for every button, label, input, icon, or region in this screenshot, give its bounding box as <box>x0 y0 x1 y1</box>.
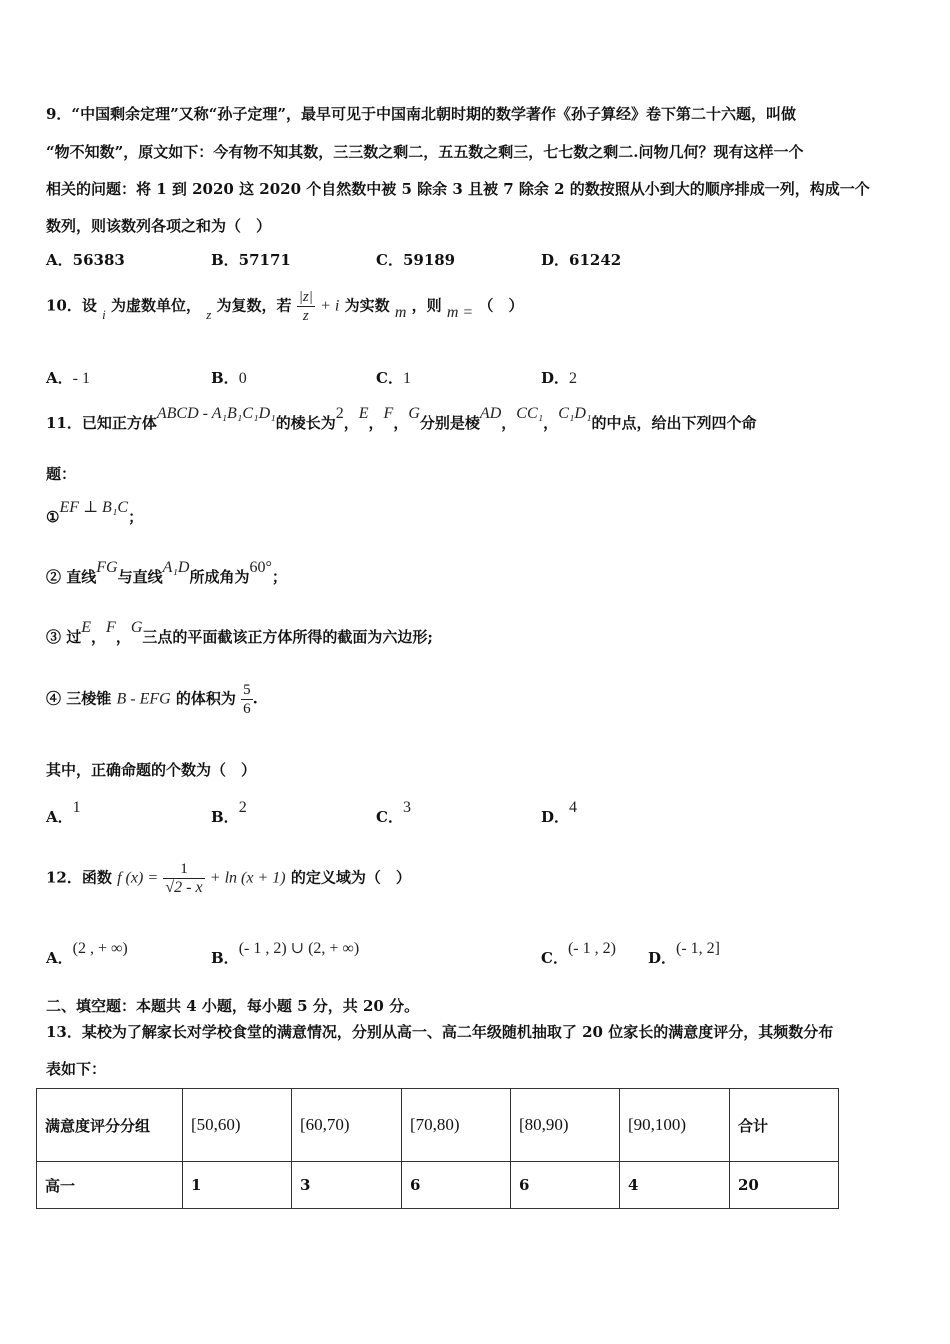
q10-option-b[interactable] <box>211 367 247 388</box>
q12-fx: f (x) = <box>117 869 159 887</box>
q11-point-f: F <box>383 405 394 422</box>
q12-text-2: 的定义域为（ ） <box>290 868 411 887</box>
q9-option-b[interactable]: B．57171 <box>211 251 291 269</box>
q11-option-b-label: B． <box>211 808 239 826</box>
table-cell: 6 <box>402 1162 511 1209</box>
q11-option-c[interactable] <box>376 799 411 827</box>
q11-comma-2: ， <box>393 414 409 432</box>
q11-text-5: 的中点，给出下列四个命 <box>591 414 757 432</box>
q11-s3-e: E <box>81 619 92 636</box>
table-cell: 1 <box>183 1162 292 1209</box>
q11-comma-1: ， <box>368 414 384 432</box>
q12-num: 1 <box>163 860 204 879</box>
q10-option-c[interactable] <box>376 367 411 388</box>
q12-option-c-label: C． <box>541 949 568 967</box>
q10-option-a-value: - 1 <box>72 370 90 387</box>
q12-stem <box>46 860 411 897</box>
q10-m-eq: m = <box>446 303 474 321</box>
q11-edge-cc1: CC₁ <box>516 405 544 422</box>
q13-line-1: 13．某校为了解家长对学校食堂的满意情况，分别从高一、高二年级随机抽取了 20 位家长的满意度评分，其频数分布 <box>46 1023 834 1041</box>
q10-option-a-label: A． <box>46 369 73 387</box>
table-cell: 3 <box>292 1162 402 1209</box>
q11-statement-1 <box>46 499 144 527</box>
table-cell: 20 <box>730 1162 839 1209</box>
table-row <box>37 1162 839 1209</box>
q10-option-d-value: 2 <box>569 370 578 387</box>
q12-den: √2 - x <box>165 879 203 896</box>
frequency-table <box>36 1088 839 1209</box>
q11-s3-text-1: ③ 过 <box>46 628 82 646</box>
q9-option-c[interactable]: C．59189 <box>376 251 456 269</box>
table-header-cell: 合计 <box>730 1089 839 1162</box>
q12-option-c[interactable] <box>541 940 616 968</box>
q10-text-4: 为实数 <box>344 296 390 315</box>
table-cell: 4 <box>620 1162 730 1209</box>
q11-option-c-label: C． <box>376 808 403 826</box>
q9-line-2: “物不知数”，原文如下：今有物不知其数，三三数之剩二，五五数之剩三，七七数之剩二.问物几何？现有这样一个 <box>46 143 804 161</box>
q11-edge-length: 2 <box>335 405 344 422</box>
q10-option-d-label: D． <box>541 369 570 387</box>
q11-comma-3: ， <box>501 414 517 432</box>
q10-option-b-label: B． <box>211 369 239 387</box>
q11-s4-math: B - EFG <box>116 690 171 708</box>
q10-text-2: 为虚数单位， <box>110 296 201 315</box>
q11-statement-4 <box>46 681 258 718</box>
q10-text-5: ，则 <box>411 296 442 315</box>
q10-stem <box>46 288 523 325</box>
q12-option-c-value: (- 1 , 2) <box>567 940 616 957</box>
q11-s4-text-1: ④ 三棱锥 <box>46 689 112 708</box>
q11-option-d[interactable] <box>541 799 578 827</box>
q10-fraction <box>297 288 315 325</box>
q11-option-a-value: 1 <box>72 799 81 816</box>
q10-i: i <box>102 306 106 322</box>
table-header-cell: [70,80) <box>402 1089 511 1162</box>
q11-s3-comma-1: ， <box>91 628 107 646</box>
table-cell: 高一 <box>37 1162 183 1209</box>
q11-option-a[interactable] <box>46 799 81 827</box>
q11-text-4: 分别是棱 <box>419 414 480 432</box>
q11-option-a-label: A． <box>46 808 73 826</box>
q11-s2-fg: FG <box>96 559 118 576</box>
q11-s3-g: G <box>130 619 143 636</box>
q10-text-3: 为复数，若 <box>216 296 292 315</box>
q12-option-b-label: B． <box>211 949 239 967</box>
q10-frac-num: |z| <box>298 289 313 305</box>
q9-line-4: 数列，则该数列各项之和为（ ） <box>46 217 272 235</box>
q11-text-2: 的棱长为 <box>275 414 336 432</box>
q11-s4-end: . <box>252 689 258 708</box>
q11-s2-text-2: 与直线 <box>117 568 163 586</box>
q12-fraction <box>163 860 204 897</box>
q10-frac-den: z <box>302 308 309 324</box>
q11-option-b-value: 2 <box>238 799 247 816</box>
q11-s4-fraction <box>241 681 253 718</box>
q12-option-a[interactable] <box>46 940 128 968</box>
q11-edge-c1d1: C₁D₁ <box>558 405 592 422</box>
q12-option-b[interactable] <box>211 940 360 968</box>
q11-stem <box>46 405 757 433</box>
q10-option-b-value: 0 <box>238 370 247 387</box>
table-cell: 6 <box>511 1162 620 1209</box>
q10-text-1: 10．设 <box>46 296 97 315</box>
q11-statement-3 <box>46 619 433 647</box>
q9-line-1: 9．“中国剩余定理”又称“孙子定理”，最早可见于中国南北朝时期的数学著作《孙子算经》卷下第二十六题，叫做 <box>46 105 796 123</box>
q11-stem-cont: 题： <box>46 465 77 483</box>
q11-s4-den: 6 <box>243 701 251 717</box>
table-header-cell: [90,100) <box>620 1089 730 1162</box>
q11-option-d-value: 4 <box>569 799 578 816</box>
q12-ln: + ln (x + 1) <box>209 869 286 887</box>
q11-edge-ad: AD <box>479 405 502 422</box>
q10-option-c-value: 1 <box>402 370 411 387</box>
q10-z: z <box>206 306 212 322</box>
q11-s4-text-2: 的体积为 <box>175 689 236 708</box>
q11-s3-text-2: 三点的平面截该正方体所得的截面为六边形; <box>142 628 433 646</box>
q11-point-g: G <box>408 405 420 422</box>
table-header-cell: 满意度评分分组 <box>37 1089 183 1162</box>
table-header-cell: [60,70) <box>292 1089 402 1162</box>
q11-point-e: E <box>358 405 369 422</box>
q11-s2-angle: 60° <box>249 559 272 576</box>
q13-line-2: 表如下： <box>46 1060 107 1078</box>
q12-option-d[interactable] <box>648 940 720 968</box>
q10-option-c-label: C． <box>376 369 403 387</box>
q11-s2-text-3: 所成角为 <box>189 568 250 586</box>
table-header-row <box>37 1089 839 1162</box>
q11-s1-math: EF ⊥ B₁C <box>59 499 129 516</box>
q10-plus-i: + i <box>320 297 340 315</box>
q11-option-c-value: 3 <box>402 799 411 816</box>
q12-text-1: 12．函数 <box>46 868 112 887</box>
q12-option-a-label: A． <box>46 949 73 967</box>
q10-option-d[interactable] <box>541 367 577 388</box>
q11-s2-end: ； <box>271 568 287 586</box>
q10-m: m <box>394 303 407 321</box>
q11-s4-num: 5 <box>243 682 251 698</box>
q11-s3-f: F <box>106 619 116 636</box>
q11-text-3: ， <box>343 414 359 432</box>
section-fill-in-title: 二、填空题：本题共 4 小题，每小题 5 分，共 20 分。 <box>46 997 420 1015</box>
q11-comma-4: ， <box>543 414 559 432</box>
q11-option-b[interactable] <box>211 799 247 827</box>
q9-option-d[interactable]: D．61242 <box>541 251 622 269</box>
q10-text-6: （ ） <box>478 296 524 315</box>
q10-option-a[interactable] <box>46 367 90 388</box>
q9-option-a[interactable]: A．56383 <box>46 251 125 269</box>
table-header-cell: [50,60) <box>183 1089 292 1162</box>
table-header-cell: [80,90) <box>511 1089 620 1162</box>
q12-option-b-value: (- 1 , 2) ∪ (2, + ∞) <box>238 940 360 957</box>
q12-option-d-value: (- 1, 2] <box>676 940 720 957</box>
q12-option-d-label: D． <box>648 949 677 967</box>
q11-option-d-label: D． <box>541 808 570 826</box>
q11-statement-2 <box>46 559 287 587</box>
q11-s2-a1d: A₁D <box>162 559 190 576</box>
q11-s2-text-1: ② 直线 <box>46 568 97 586</box>
q11-cube: ABCD - A₁B₁C₁D₁ <box>156 405 276 422</box>
q11-s3-comma-2: ， <box>115 628 131 646</box>
q11-ask: 其中，正确命题的个数为（ ） <box>46 761 257 779</box>
q11-s1-end: ； <box>128 508 144 526</box>
q11-text-1: 11．已知正方体 <box>46 414 157 432</box>
q9-line-3: 相关的问题：将 1 到 2020 这 2020 个自然数中被 5 除余 3 且被 7 除余 2 的数按照从小到大的顺序排成一列，构成一个 <box>46 180 870 198</box>
q11-s1-marker: ① <box>46 508 60 526</box>
q12-option-a-value: (2 , + ∞) <box>72 940 128 957</box>
